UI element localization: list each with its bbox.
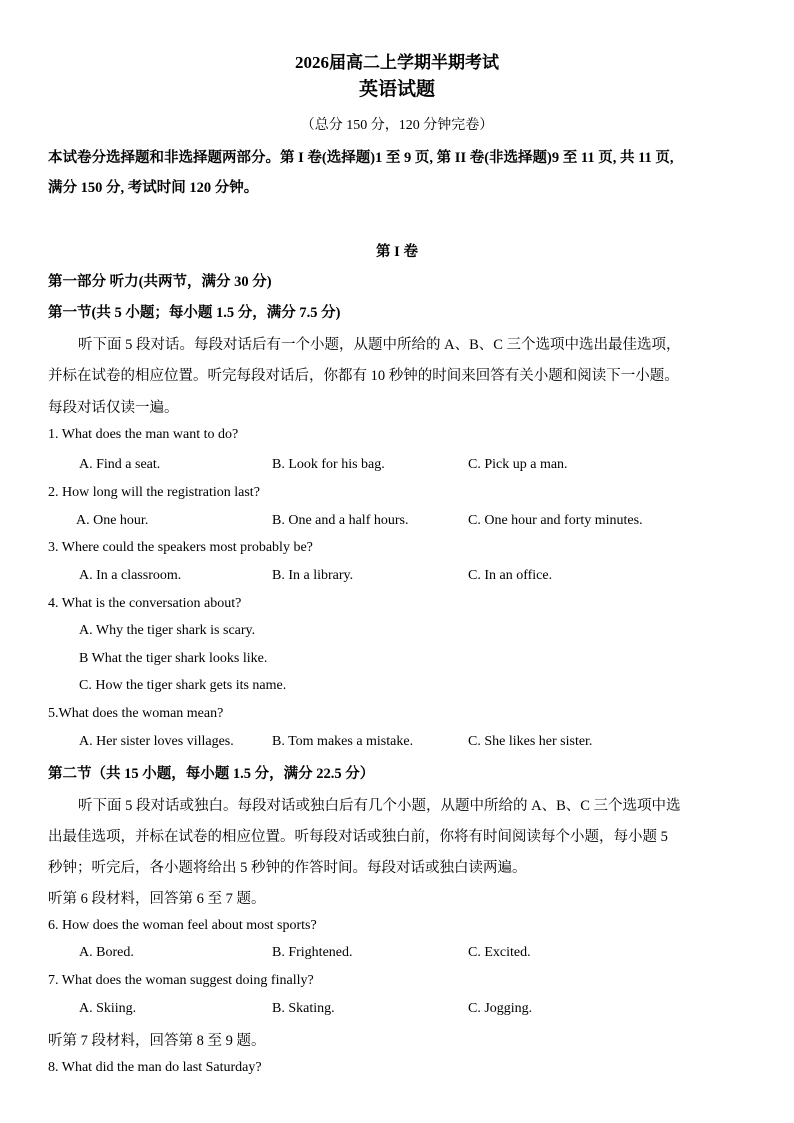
- section2-instruction-3: 秒钟；听完后，各小题将给出 5 秒钟的作答时间。每段对话或独白读两遍。: [48, 860, 527, 876]
- question-7-stem: 7. What does the woman suggest doing finally?: [48, 973, 314, 988]
- intro-line-1: 本试卷分选择题和非选择题两部分。第 I 卷(选择题)1 至 9 页, 第 II 卷(非选择题)9 至 11 页, 共 11 页,: [48, 150, 674, 166]
- question-5-option-b: B. Tom makes a mistake.: [272, 734, 414, 749]
- exam-title: 2026届高二上学期半期考试: [295, 53, 499, 72]
- question-2-stem: 2. How long will the registration last?: [48, 485, 260, 500]
- question-6-option-c: C. Excited.: [468, 945, 531, 960]
- question-1-stem: 1. What does the man want to do?: [48, 427, 239, 442]
- question-6-stem: 6. How does the woman feel about most sports?: [48, 918, 317, 933]
- exam-score-note: （总分 150 分，120 分钟完卷）: [300, 118, 494, 133]
- question-2-option-a: A. One hour.: [76, 513, 149, 528]
- section1-instruction-1: 听下面 5 段对话。每段对话后有一个小题，从题中所给的 A、B、C 三个选项中选出最佳选项，: [78, 337, 681, 353]
- question-5-option-a: A. Her sister loves villages.: [79, 734, 234, 749]
- question-4-option-a: A. Why the tiger shark is scary.: [79, 623, 256, 638]
- question-5-option-c: C. She likes her sister.: [468, 734, 593, 749]
- section2-title: 第二节（共 15 小题，每小题 1.5 分，满分 22.5 分）: [48, 766, 375, 782]
- part1-title: 第一部分 听力(共两节，满分 30 分): [48, 274, 272, 290]
- section1-instruction-2: 并标在试卷的相应位置。听完每段对话后，你都有 10 秒钟的时间来回答有关小题和阅读下一小题。: [48, 368, 679, 384]
- question-2-option-b: B. One and a half hours.: [272, 513, 409, 528]
- question-7-option-c: C. Jogging.: [468, 1001, 533, 1016]
- question-3-option-a: A. In a classroom.: [79, 568, 182, 583]
- section1-instruction-3: 每段对话仅读一遍。: [48, 400, 179, 416]
- question-6-option-b: B. Frightened.: [272, 945, 353, 960]
- question-6-option-a: A. Bored.: [79, 945, 134, 960]
- intro-line-2: 满分 150 分, 考试时间 120 分钟。: [48, 180, 259, 196]
- question-5-stem: 5.What does the woman mean?: [48, 706, 224, 721]
- question-3-stem: 3. Where could the speakers most probably be?: [48, 540, 313, 555]
- material-6-note: 听第 6 段材料，回答第 6 至 7 题。: [48, 891, 266, 907]
- question-2-option-c: C. One hour and forty minutes.: [468, 513, 643, 528]
- question-3-option-c: C. In an office.: [468, 568, 553, 583]
- exam-subject: 英语试题: [358, 79, 435, 100]
- question-3-option-b: B. In a library.: [272, 568, 354, 583]
- section2-instruction-1: 听下面 5 段对话或独白。每段对话或独白后有几个小题，从题中所给的 A、B、C 三个选项中选: [78, 798, 681, 814]
- question-7-option-b: B. Skating.: [272, 1001, 335, 1016]
- question-1-option-c: C. Pick up a man.: [468, 457, 568, 472]
- volume-title: 第 I 卷: [376, 244, 418, 260]
- question-4-option-b: B What the tiger shark looks like.: [79, 651, 268, 666]
- section1-title: 第一节(共 5 小题；每小题 1.5 分，满分 7.5 分): [48, 305, 341, 321]
- question-1-option-b: B. Look for his bag.: [272, 457, 385, 472]
- question-4-stem: 4. What is the conversation about?: [48, 596, 242, 611]
- question-7-option-a: A. Skiing.: [79, 1001, 137, 1016]
- section2-instruction-2: 出最佳选项，并标在试卷的相应位置。听每段对话或独白前，你将有时间阅读每个小题，每小题 5: [48, 829, 668, 845]
- question-1-option-a: A. Find a seat.: [79, 457, 161, 472]
- question-8-stem: 8. What did the man do last Saturday?: [48, 1060, 262, 1075]
- material-7-note: 听第 7 段材料，回答第 8 至 9 题。: [48, 1033, 266, 1049]
- question-4-option-c: C. How the tiger shark gets its name.: [79, 678, 287, 693]
